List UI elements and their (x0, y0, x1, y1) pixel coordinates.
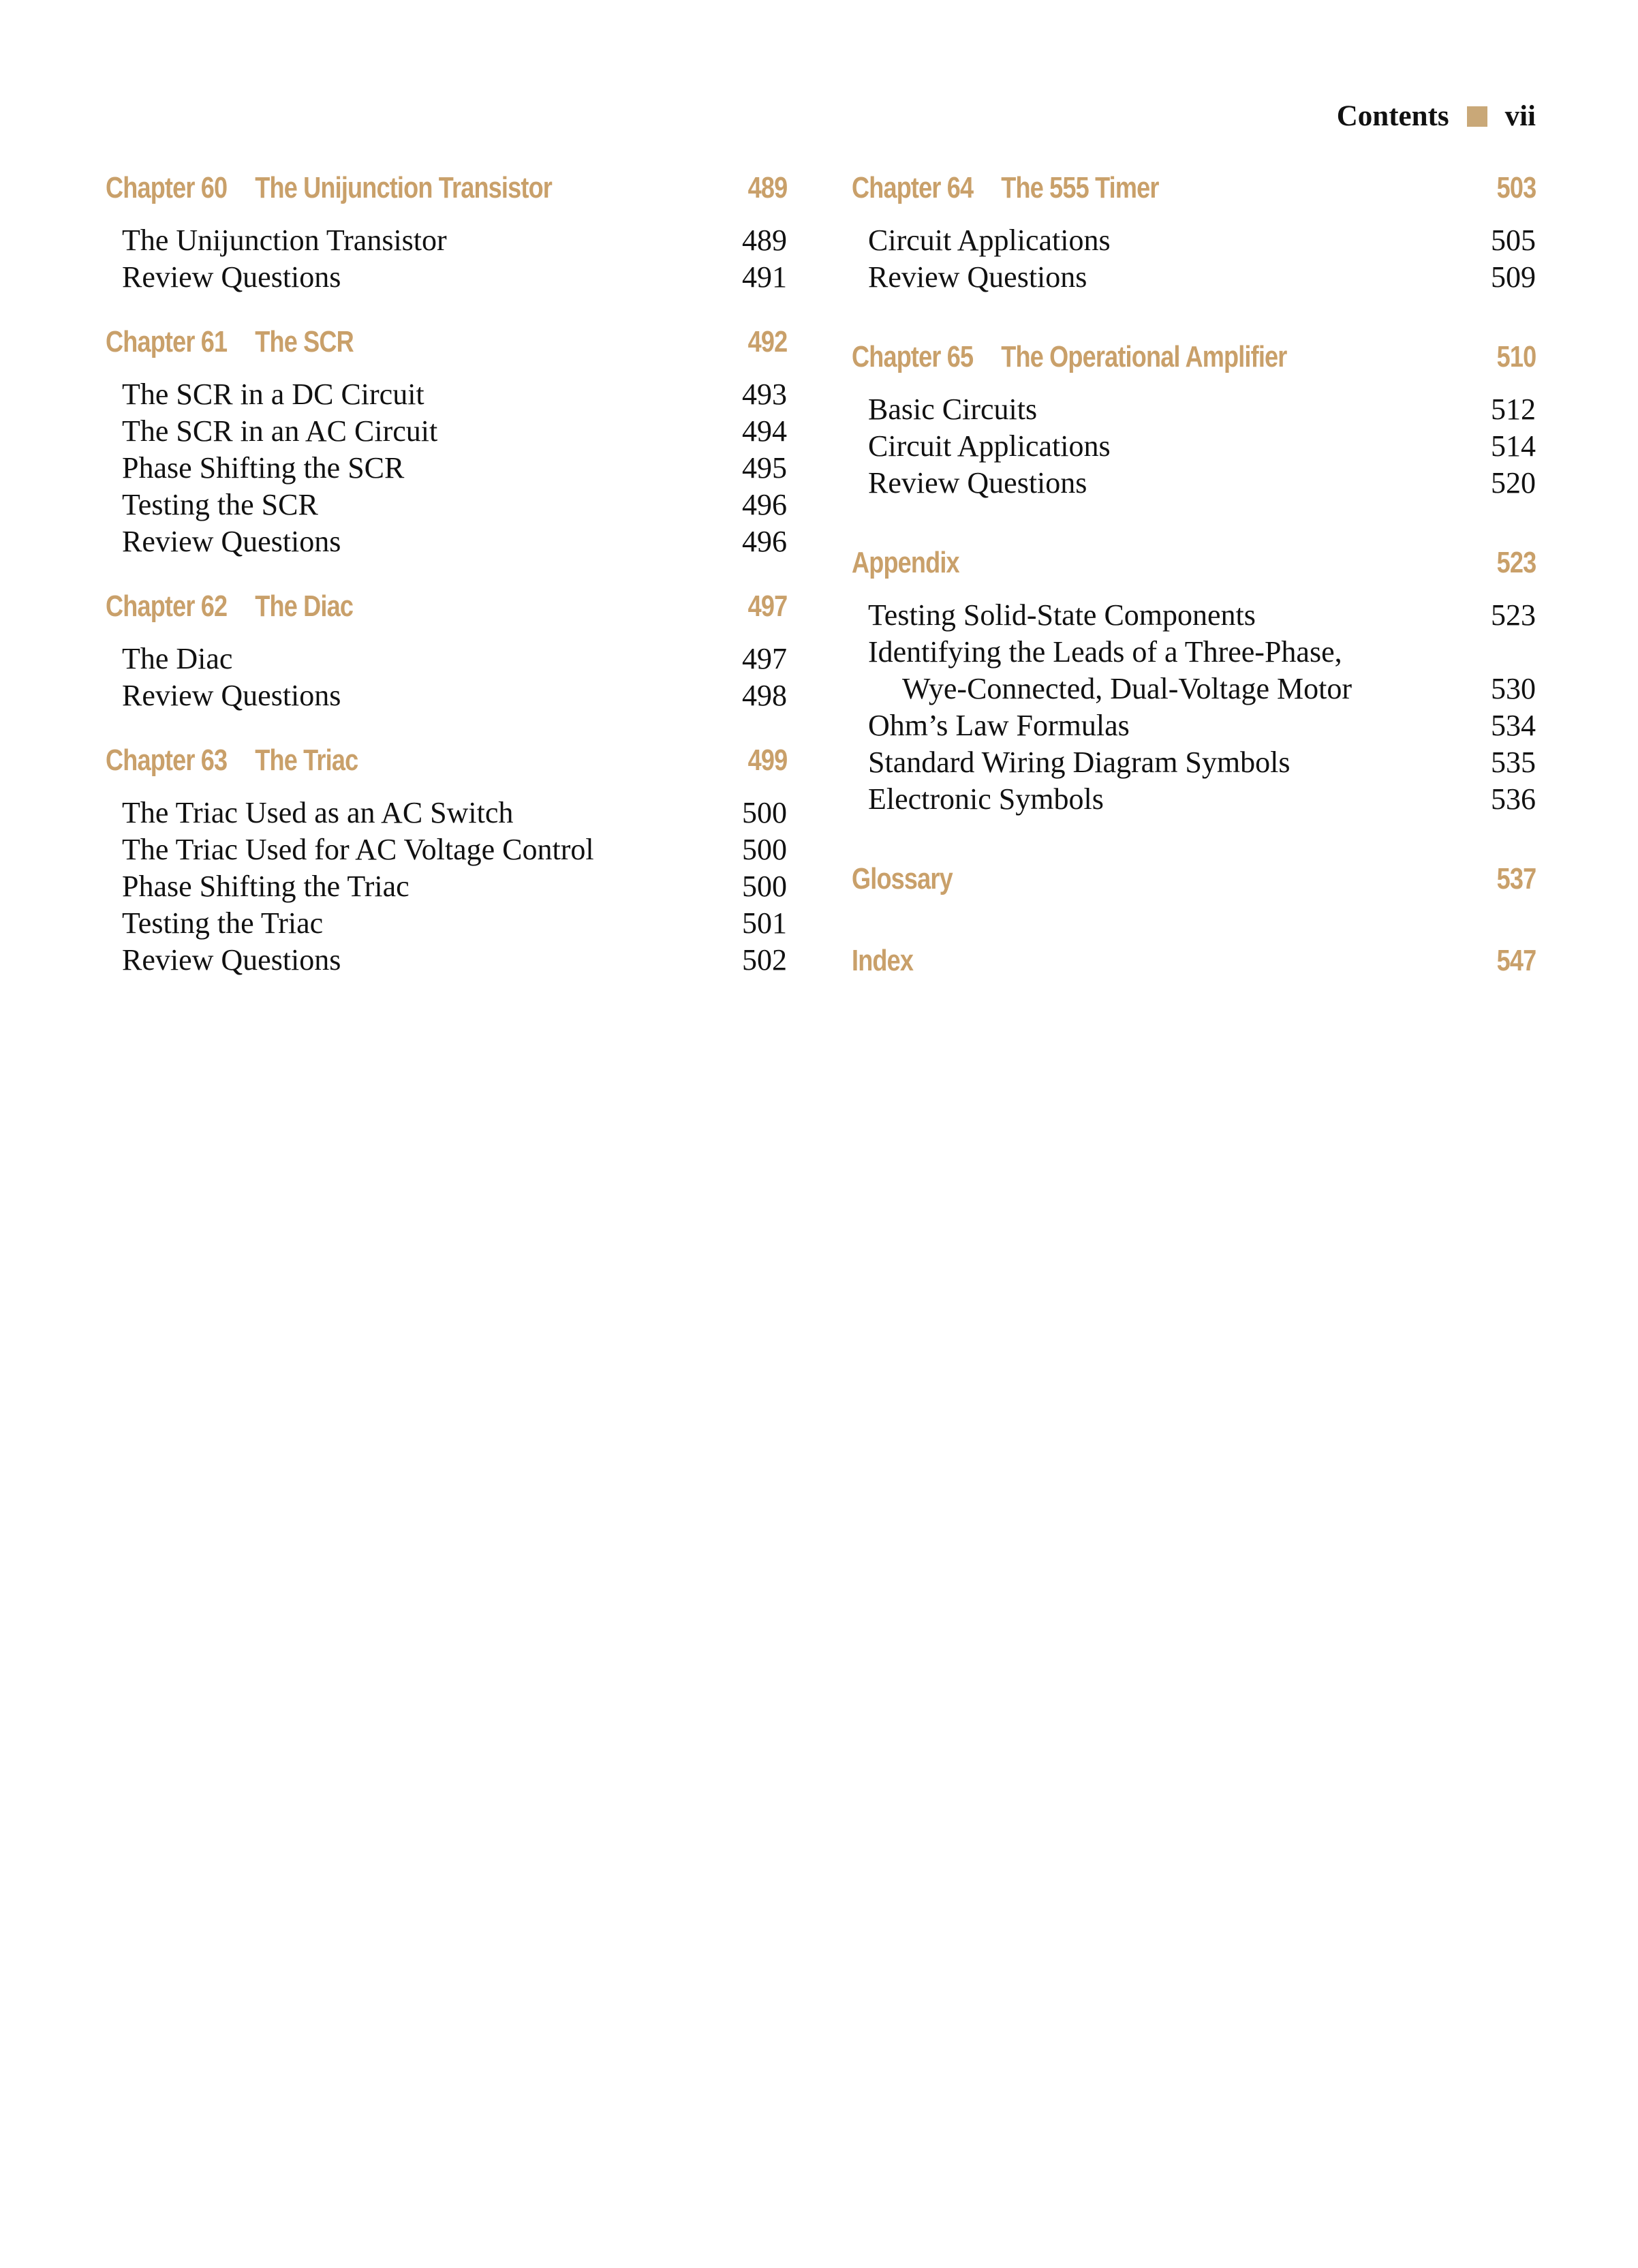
section-list (868, 391, 1536, 502)
section-list (122, 641, 787, 714)
toc-entry[interactable] (868, 597, 1536, 634)
appendix-title: Appendix (852, 546, 959, 579)
toc-entry[interactable] (868, 744, 1536, 781)
toc-entry[interactable] (122, 487, 787, 523)
entry-title: Phase Shifting the SCR (122, 451, 405, 485)
toc-entry[interactable] (868, 259, 1536, 296)
entry-page: 495 (742, 451, 787, 485)
chapter-title: The 555 Timer (1001, 171, 1159, 204)
entry-page: 512 (1491, 393, 1536, 426)
toc-entry-continuation[interactable] (868, 671, 1536, 707)
glossary-page: 537 (1496, 862, 1536, 895)
entry-page: 498 (742, 679, 787, 712)
entry-title: Electronic Symbols (868, 782, 1104, 816)
entry-title: Circuit Applications (868, 429, 1111, 463)
glossary-title: Glossary (852, 862, 953, 895)
square-bullet-icon (1467, 106, 1487, 127)
entry-page: 505 (1491, 224, 1536, 257)
entry-title: Phase Shifting the Triac (122, 870, 409, 903)
toc-entry[interactable] (122, 677, 787, 714)
toc-entry[interactable] (122, 450, 787, 487)
toc-entry[interactable] (868, 707, 1536, 744)
entry-title: Review Questions (868, 260, 1087, 294)
section-list (122, 795, 787, 979)
entry-page: 491 (742, 260, 787, 294)
toc-entry[interactable] (122, 795, 787, 831)
chapter-page: 510 (1496, 340, 1536, 373)
toc-glossary (852, 859, 1536, 900)
index-heading[interactable] (852, 940, 1536, 981)
toc-chapter-65 (852, 337, 1536, 502)
toc-entry[interactable] (122, 868, 787, 905)
entry-page: 523 (1491, 598, 1536, 632)
entry-title: Ohm’s Law Formulas (868, 709, 1130, 742)
entry-page: 500 (742, 870, 787, 903)
entry-page: 494 (742, 414, 787, 448)
entry-page: 520 (1491, 466, 1536, 500)
chapter-title: The Unijunction Transistor (255, 171, 553, 204)
entry-title: Identifying the Leads of a Three-Phase, (868, 635, 1342, 669)
entry-page: 500 (742, 796, 787, 829)
entry-page: 535 (1491, 746, 1536, 779)
chapter-number: Chapter 61 (106, 325, 228, 358)
toc-entry[interactable] (868, 634, 1536, 671)
chapter-page: 499 (747, 744, 788, 777)
appendix-page: 523 (1496, 546, 1536, 579)
entry-title: The SCR in a DC Circuit (122, 378, 424, 411)
toc-chapter-61 (106, 322, 787, 560)
toc-entry[interactable] (122, 413, 787, 450)
entry-title: The Triac Used as an AC Switch (122, 796, 514, 829)
chapter-page: 492 (747, 325, 788, 358)
entry-page: 502 (742, 943, 787, 977)
chapter-heading[interactable] (852, 337, 1536, 378)
toc-entry[interactable] (122, 942, 787, 979)
toc-entry[interactable] (868, 222, 1536, 259)
index-title: Index (852, 944, 914, 977)
entry-title: Review Questions (122, 525, 341, 558)
section-list (868, 222, 1536, 296)
entry-page: 489 (742, 224, 787, 257)
entry-title: Review Questions (868, 466, 1087, 500)
toc-chapter-60 (106, 168, 787, 296)
chapter-number: Chapter 64 (852, 171, 974, 204)
entry-page: 534 (1491, 709, 1536, 742)
section-list (122, 376, 787, 560)
entry-page: 530 (1491, 672, 1536, 705)
chapter-heading[interactable] (106, 740, 787, 781)
entry-title: The Triac Used for AC Voltage Control (122, 833, 594, 866)
entry-title: Basic Circuits (868, 393, 1038, 426)
toc-entry[interactable] (868, 428, 1536, 465)
section-list (868, 597, 1536, 818)
running-head-label: Contents (1336, 100, 1449, 132)
chapter-number: Chapter 63 (106, 744, 228, 777)
chapter-title: The Triac (255, 744, 358, 777)
toc-entry[interactable] (868, 465, 1536, 502)
toc-right-column (852, 168, 1536, 1007)
chapter-number: Chapter 65 (852, 340, 974, 373)
chapter-page: 503 (1496, 171, 1536, 204)
entry-page: 500 (742, 833, 787, 866)
chapter-page: 497 (747, 589, 788, 623)
entry-page: 496 (742, 488, 787, 521)
entry-page: 536 (1491, 782, 1536, 816)
entry-page: 501 (742, 906, 787, 940)
entry-title: The SCR in an AC Circuit (122, 414, 438, 448)
toc-chapter-63 (106, 740, 787, 979)
toc-entry[interactable] (868, 391, 1536, 428)
entry-title: The Unijunction Transistor (122, 224, 447, 257)
toc-chapter-62 (106, 586, 787, 714)
entry-page: 509 (1491, 260, 1536, 294)
toc-entry[interactable] (122, 831, 787, 868)
toc-entry[interactable] (122, 641, 787, 677)
entry-title: Circuit Applications (868, 224, 1111, 257)
toc-chapter-64 (852, 168, 1536, 296)
entry-page: 493 (742, 378, 787, 411)
toc-entry[interactable] (122, 222, 787, 259)
toc-appendix (852, 542, 1536, 818)
chapter-title: The Diac (255, 589, 354, 623)
chapter-number: Chapter 62 (106, 589, 228, 623)
glossary-heading[interactable] (852, 859, 1536, 900)
chapter-number: Chapter 60 (106, 171, 228, 204)
entry-page: 496 (742, 525, 787, 558)
entry-title: Testing the SCR (122, 488, 318, 521)
entry-title: Standard Wiring Diagram Symbols (868, 746, 1291, 779)
chapter-title: The Operational Amplifier (1001, 340, 1287, 373)
toc-entry[interactable] (122, 523, 787, 560)
entry-title: The Diac (122, 642, 233, 675)
toc-entry[interactable] (122, 376, 787, 413)
chapter-heading[interactable] (106, 322, 787, 363)
entry-title: Review Questions (122, 943, 341, 977)
chapter-title: The SCR (255, 325, 354, 358)
running-head-page: vii (1504, 100, 1536, 132)
entry-title: Review Questions (122, 679, 341, 712)
toc-left-column (106, 168, 787, 1005)
entry-title: Testing Solid-State Components (868, 598, 1256, 632)
chapter-page: 489 (747, 171, 788, 204)
toc-entry[interactable] (122, 259, 787, 296)
entry-title: Testing the Triac (122, 906, 324, 940)
index-page: 547 (1496, 944, 1536, 977)
toc-entry[interactable] (868, 781, 1536, 818)
section-list (122, 222, 787, 296)
chapter-heading[interactable] (106, 168, 787, 209)
chapter-heading[interactable] (852, 168, 1536, 209)
entry-page: 514 (1491, 429, 1536, 463)
entry-page: 497 (742, 642, 787, 675)
chapter-heading[interactable] (106, 586, 787, 627)
toc-index (852, 940, 1536, 981)
running-head (1337, 99, 1536, 133)
toc-entry[interactable] (122, 905, 787, 942)
appendix-heading[interactable] (852, 542, 1536, 583)
entry-title: Wye-Connected, Dual-Voltage Motor (902, 672, 1353, 705)
entry-title: Review Questions (122, 260, 341, 294)
